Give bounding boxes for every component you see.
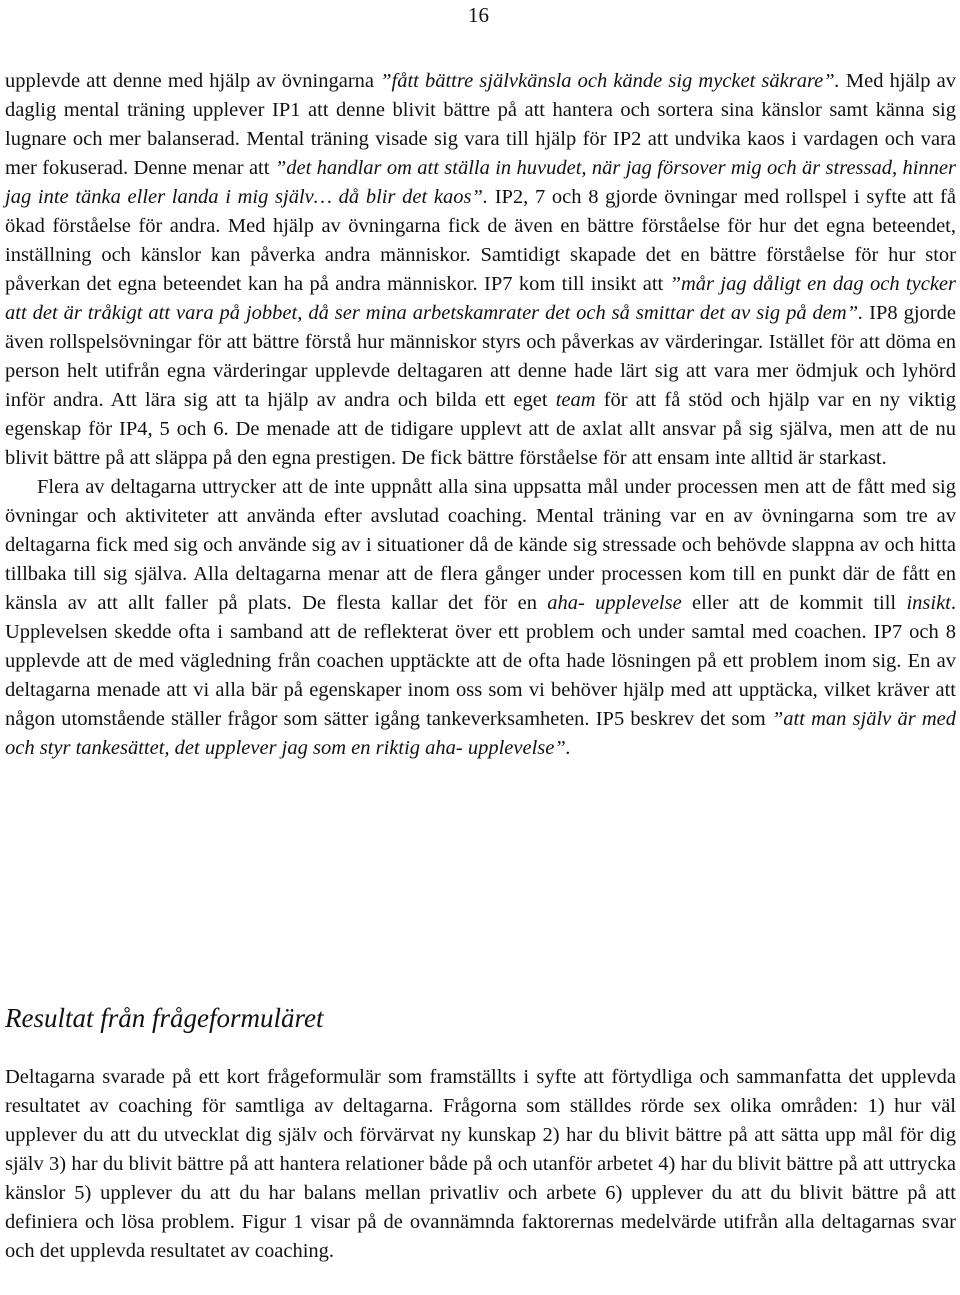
section-heading: Resultat från frågeformuläret — [5, 1003, 324, 1033]
text-run: IP2, 7 och 8 gjorde övningar med rollspel i syfte att få ökad förståelse för andra. Med hjälp av övningarna fick de även en bättre förståelse för hur det egna beteendet, inställning och känslor kan påverka andra människor. Samtidigt skapade det en bättre förståelse för hur stor påverkan det egna beteendet kan ha på andra människor. IP7 kom till insikt att — [5, 186, 956, 295]
body-text — [5, 67, 956, 763]
quote: ”mår jag dåligt en dag och tycker att det är tråkigt att vara på jobbet, då ser mina arbetskamrater det och så smittar det av sig på dem”. — [5, 273, 956, 324]
section-body — [5, 1063, 956, 1266]
page-number: 16 — [468, 3, 489, 27]
quote: ”att man själv är med och styr tankesättet, det upplever jag som en riktig aha- upplevelse”. — [5, 708, 956, 759]
text-run: IP8 gjorde även rollspelsövningar för att bättre förstå hur människor styrs och påverkas av värderingar. Istället för att döma en person helt utifrån egna värderingar upplevde deltagaren att denne hade lärt sig att vara mer ödmjuk och lyhörd inför andra. Att lära sig att ta hjälp av andra och bilda ett eget — [5, 302, 956, 411]
text-run: upplevde att denne med hjälp av övningarna — [5, 70, 381, 92]
quote: ”fått bättre självkänsla och kände sig mycket säkrare”. — [380, 70, 840, 92]
emphasis-term: team — [555, 389, 596, 411]
text-run: Flera av deltagarna uttrycker att de inte uppnått alla sina uppsatta mål under processen men att de fått med sig övningar och aktiviteter att använda efter avslutad coaching. Mental träning var en av övningarna som tre av deltagarna fick med sig och använde sig av i situationer då de kände sig stressade och behövde slappna av och hitta tillbaka till sig själva. Alla deltagarna menar att de flera gånger under processen kom till en punkt där de fått en känsla av att allt faller på plats. De flesta kallar det för en — [5, 476, 956, 614]
emphasis-term: aha- upplevelse — [547, 592, 682, 614]
text-run: för att få stöd och hjälp var en ny viktig egenskap för IP4, 5 och 6. De menade att de tidigare upplevt att de axlat allt ansvar på sig själva, men att de nu blivit bättre på att släppa på den egna prestigen. De fick bättre förståelse för att ensam inte alltid är starkast. — [5, 389, 956, 469]
text-run: Med hjälp av daglig mental träning upplever IP1 att denne blivit bättre på att hantera och sortera sina känslor samt känna sig lugnare och mer balanserad. Mental träning visade sig vara till hjälp för IP2 att undvika kaos i vardagen och vara mer fokuserad. Denne menar att — [5, 70, 957, 179]
quote: ”det handlar om att ställa in huvudet, när jag försover mig och är stressad, hinner jag inte tänka eller landa i mig själv… då blir det kaos”. — [5, 157, 957, 208]
emphasis-term: insikt — [906, 592, 951, 614]
text-run: eller att de kommit till — [681, 592, 907, 614]
paragraph-3: Deltagarna svarade på ett kort frågeformulär som framställts i syfte att förtydliga och sammanfatta det upplevda resultatet av coaching för samtliga av deltagarna. Frågorna som ställdes rörde sex olika områden: 1) hur väl upplever du att du utvecklat dig själv och förvärvat ny kunskap 2) har du blivit bättre på att sätta upp mål för dig själv 3) har du blivit bättre på att hantera relationer både på och utanför arbetet 4) har du blivit bättre på att uttrycka känslor 5) upplever du att du har balans mellan privatliv och arbete 6) upplever du att du blivit bättre på att definiera och lösa problem. Figur 1 visar på de ovannämnda faktorernas medelvärde utifrån alla deltagarnas svar och det upplevda resultatet av coaching. — [5, 1066, 956, 1262]
paragraph-2 — [5, 473, 956, 763]
paragraph-1 — [5, 67, 956, 473]
text-run: . Upplevelsen skedde ofta i samband att de reflekterat över ett problem och under samtal med coachen. IP7 och 8 upplevde att de med vägledning från coachen upptäckte att de ofta hade lösningen på ett problem inom sig. En av deltagarna menade att vi alla bär på egenskaper inom oss som vi behöver hjälp med att upptäcka, vilket kräver att någon utomstående ställer frågor som sätter igång tankeverksamheten. IP5 beskrev det som — [5, 592, 957, 730]
